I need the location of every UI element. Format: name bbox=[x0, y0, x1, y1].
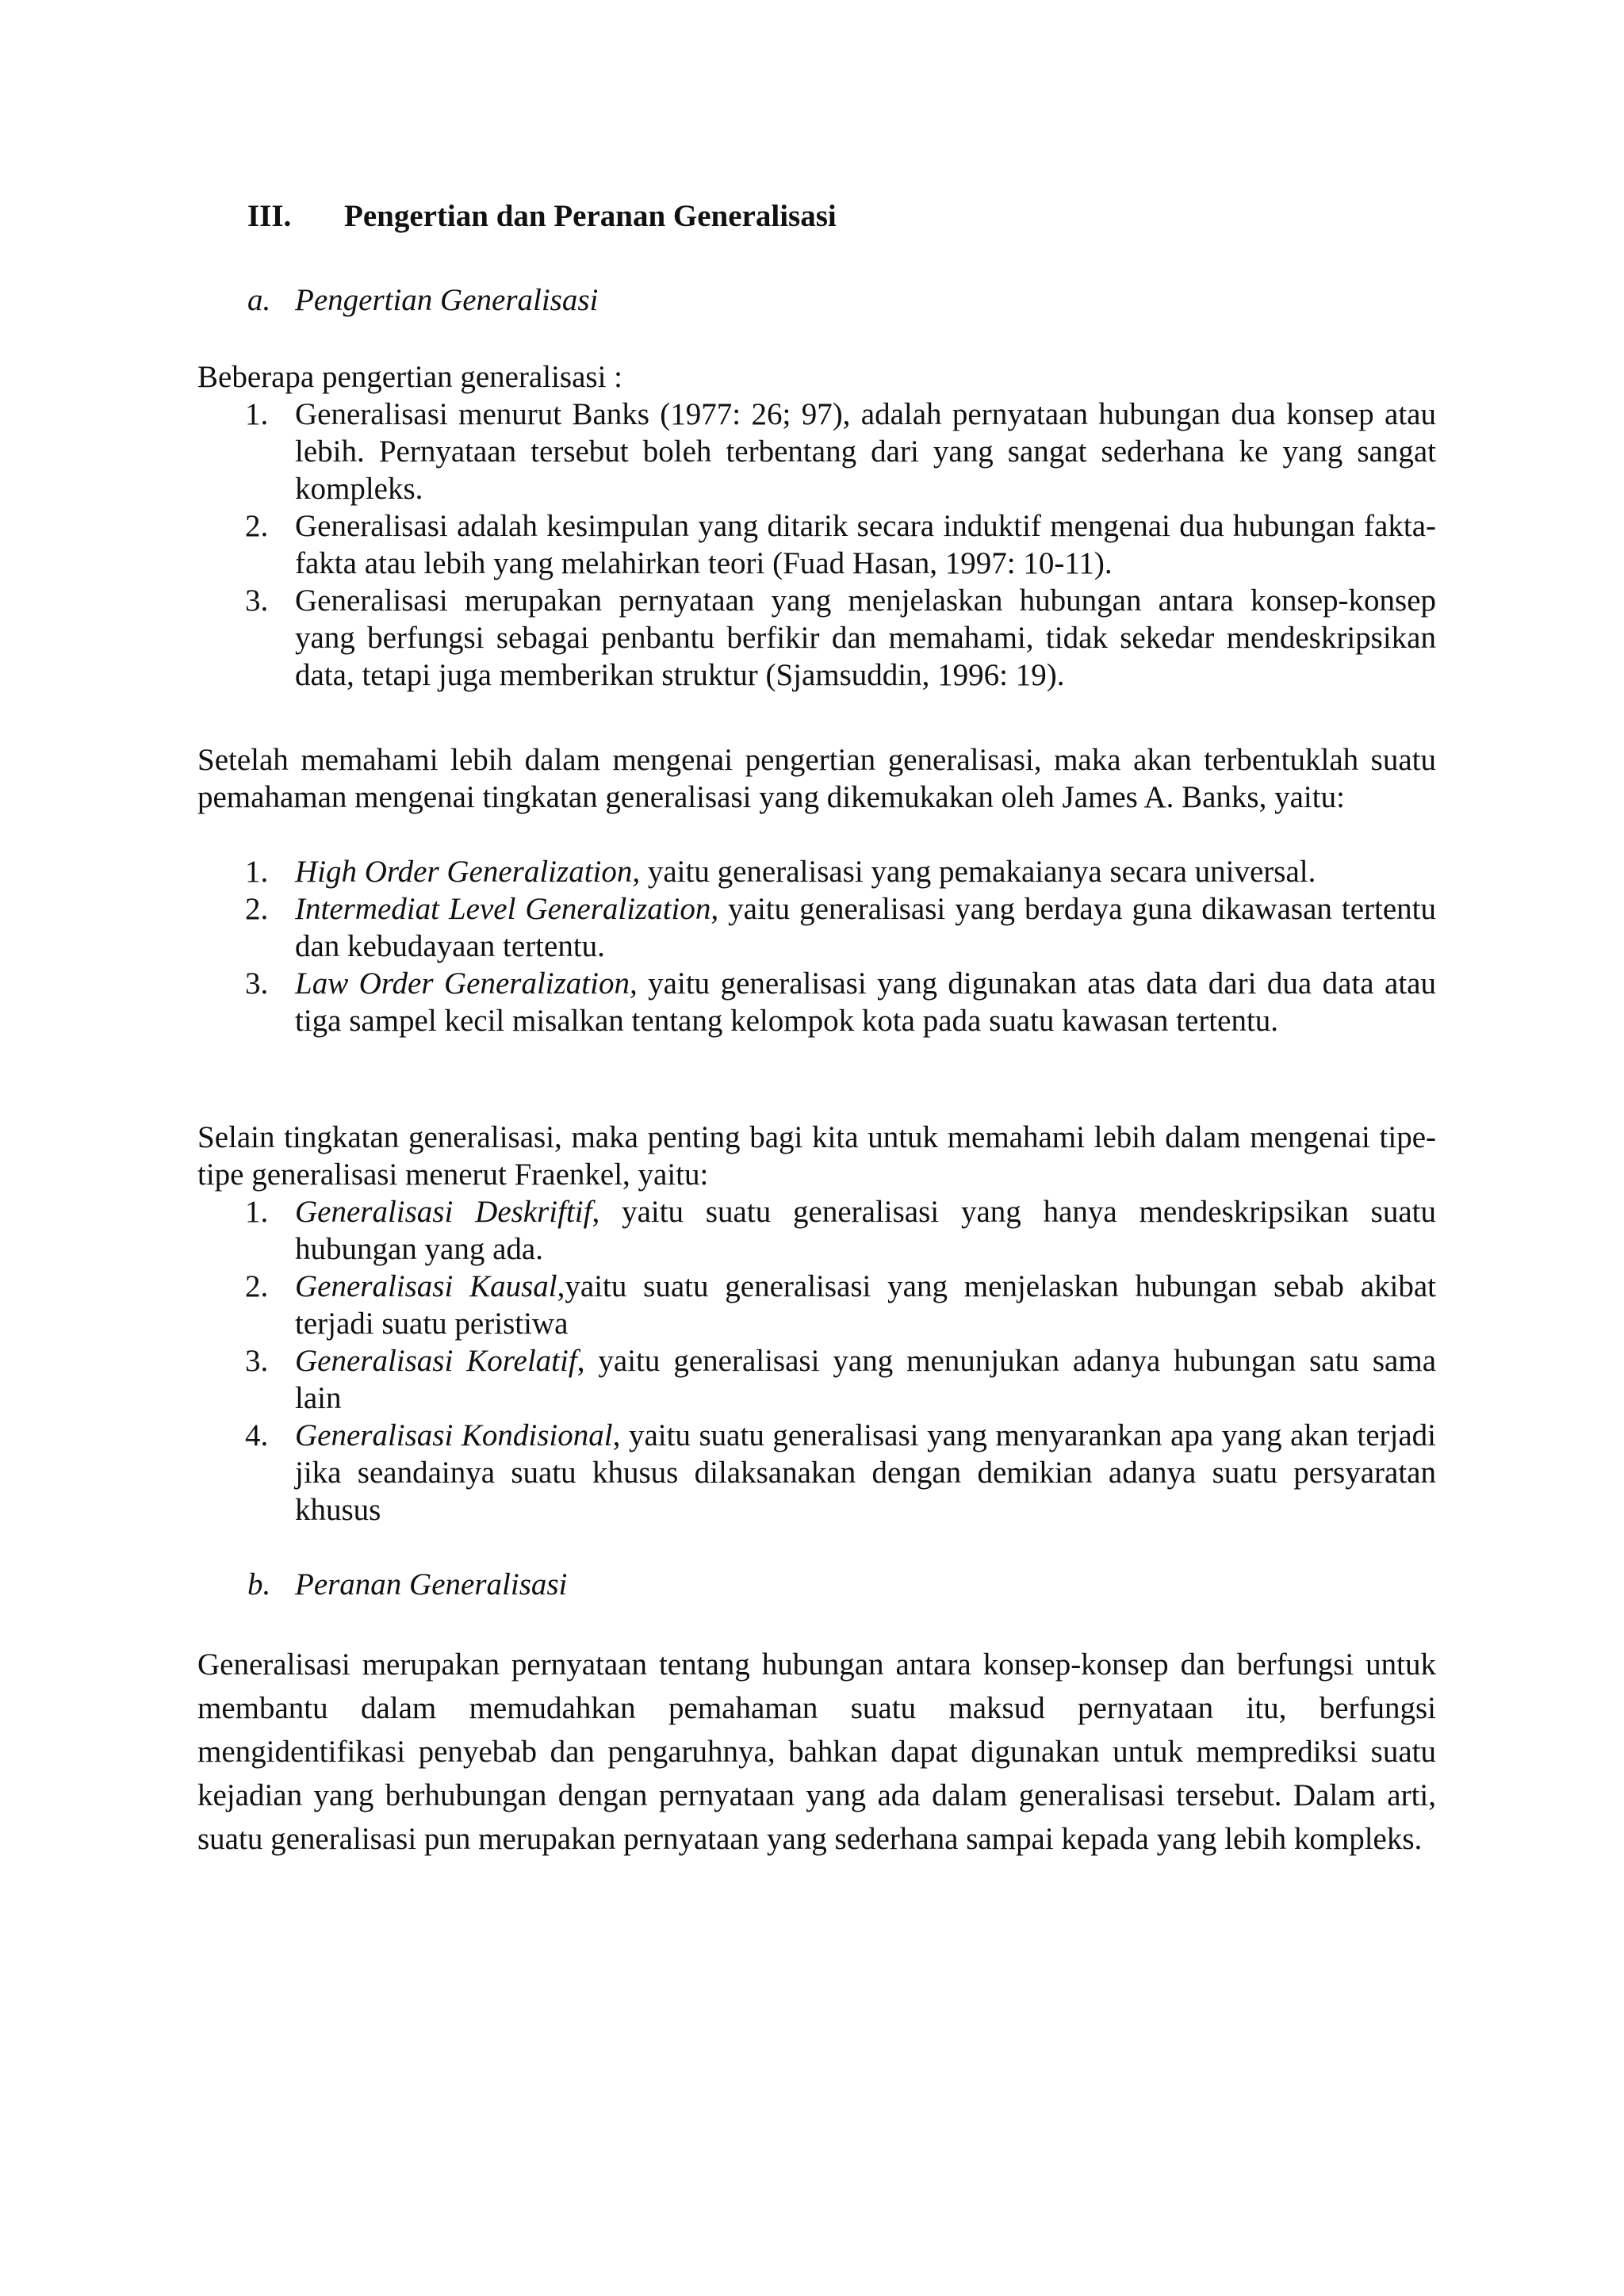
subheading-a-letter: a. bbox=[247, 283, 271, 317]
type-term: Generalisasi Korelatif bbox=[295, 1344, 577, 1378]
list-marker: 2. bbox=[245, 509, 269, 543]
types-intro: Selain tingkatan generalisasi, maka penting bagi kita untuk memahami lebih dalam mengenai tipe-tipe generalisasi menerut Fraenkel, yaitu: bbox=[197, 1120, 1436, 1192]
list-item-text: yaitu generalisasi yang pemakaianya secara universal. bbox=[640, 855, 1316, 889]
list-item-text: Generalisasi menurut Banks (1977: 26; 97), adalah pernyataan hubungan dua konsep atau lebih. Pernyataan tersebut boleh terbentang dari yang sangat sederhana ke yang sangat kompleks. bbox=[295, 397, 1436, 506]
list-marker: 3. bbox=[245, 966, 269, 1001]
list-item bbox=[197, 396, 1436, 507]
list-item-text: , yaitu suatu generalisasi yang hanya mendeskripsikan suatu hubungan yang ada. bbox=[295, 1195, 1436, 1266]
type-term: Generalisasi Deskriftif bbox=[295, 1195, 592, 1229]
list-marker: 2. bbox=[245, 1269, 269, 1303]
list-item bbox=[197, 1268, 1436, 1342]
type-term: Generalisasi Kondisional bbox=[295, 1418, 613, 1452]
list-marker: 1. bbox=[245, 855, 269, 889]
types-list bbox=[197, 1193, 1436, 1529]
list-item bbox=[197, 853, 1436, 890]
levels-list bbox=[197, 853, 1436, 1039]
definitions-list bbox=[197, 396, 1436, 694]
level-term: Law Order Generalization, bbox=[295, 966, 638, 1001]
list-marker: 3. bbox=[245, 1344, 269, 1378]
list-marker: 2. bbox=[245, 892, 269, 926]
list-item bbox=[197, 582, 1436, 694]
subheading-a bbox=[247, 280, 598, 321]
list-item-text: , yaitu suatu generalisasi yang menyarankan apa yang akan terjadi jika seandainya suatu khusus dilaksanakan dengan demikian adanya suatu persyaratan khusus bbox=[295, 1418, 1436, 1527]
subheading-b-title: Peranan Generalisasi bbox=[295, 1567, 568, 1601]
list-item bbox=[197, 1417, 1436, 1529]
role-paragraph: Generalisasi merupakan pernyataan tentang hubungan antara konsep-konsep dan berfungsi untuk membantu dalam memudahkan pemahaman suatu maksud pernyataan itu, berfungsi mengidentifikasi penyebab dan pengaruhnya, bahkan dapat digunakan untuk memprediksi suatu kejadian yang berhubungan dengan pernyataan yang ada dalam generalisasi tersebut. Dalam arti, suatu generalisasi pun merupakan pernyataan yang sederhana sampai kepada yang lebih kompleks. bbox=[197, 1647, 1436, 1856]
section-title: Pengertian dan Peranan Generalisasi bbox=[344, 199, 837, 233]
list-item bbox=[197, 507, 1436, 582]
list-item-text: yaitu generalisasi yang digunakan atas data dari dua data atau tiga sampel kecil misalkan tentang kelompok kota pada suatu kawasan tertentu. bbox=[295, 966, 1436, 1038]
subheading-b-letter: b. bbox=[247, 1567, 271, 1601]
list-marker: 1. bbox=[245, 397, 269, 431]
subheading-a-title: Pengertian Generalisasi bbox=[295, 283, 599, 317]
type-term: Generalisasi Kausal bbox=[295, 1269, 557, 1303]
list-item-text: ,yaitu suatu generalisasi yang menjelaskan hubungan sebab akibat terjadi suatu peristiwa bbox=[295, 1269, 1436, 1341]
list-item bbox=[197, 1342, 1436, 1417]
list-marker: 3. bbox=[245, 584, 269, 618]
list-marker: 4. bbox=[245, 1418, 269, 1452]
list-marker: 1. bbox=[245, 1195, 269, 1229]
list-item bbox=[197, 965, 1436, 1039]
list-item-text: Generalisasi adalah kesimpulan yang ditarik secara induktif mengenai dua hubungan fakta-fakta atau lebih yang melahirkan teori (Fuad Hasan, 1997: 10-11). bbox=[295, 509, 1436, 580]
definitions-intro: Beberapa pengertian generalisasi : bbox=[197, 360, 623, 394]
list-item-text: yaitu generalisasi yang berdaya guna dikawasan tertentu dan kebudayaan tertentu. bbox=[295, 892, 1436, 963]
list-item-text: Generalisasi merupakan pernyataan yang menjelaskan hubungan antara konsep-konsep yang berfungsi sebagai penbantu berfikir dan memahami, tidak sekedar mendeskripsikan data, tetapi juga memberikan struktur (Sjamsuddin, 1996: 19). bbox=[295, 584, 1436, 692]
section-number: III. bbox=[247, 199, 292, 233]
subheading-b bbox=[247, 1564, 567, 1605]
list-item-text: , yaitu generalisasi yang menunjukan adanya hubungan satu sama lain bbox=[295, 1344, 1436, 1415]
level-term: Intermediat Level Generalization, bbox=[295, 892, 719, 926]
section-heading bbox=[247, 196, 837, 237]
levels-intro: Setelah memahami lebih dalam mengenai pengertian generalisasi, maka akan terbentuklah suatu pemahaman mengenai tingkatan generalisasi yang dikemukakan oleh James A. Banks, yaitu: bbox=[197, 743, 1436, 814]
list-item bbox=[197, 890, 1436, 965]
level-term: High Order Generalization, bbox=[295, 855, 641, 889]
list-item bbox=[197, 1193, 1436, 1268]
